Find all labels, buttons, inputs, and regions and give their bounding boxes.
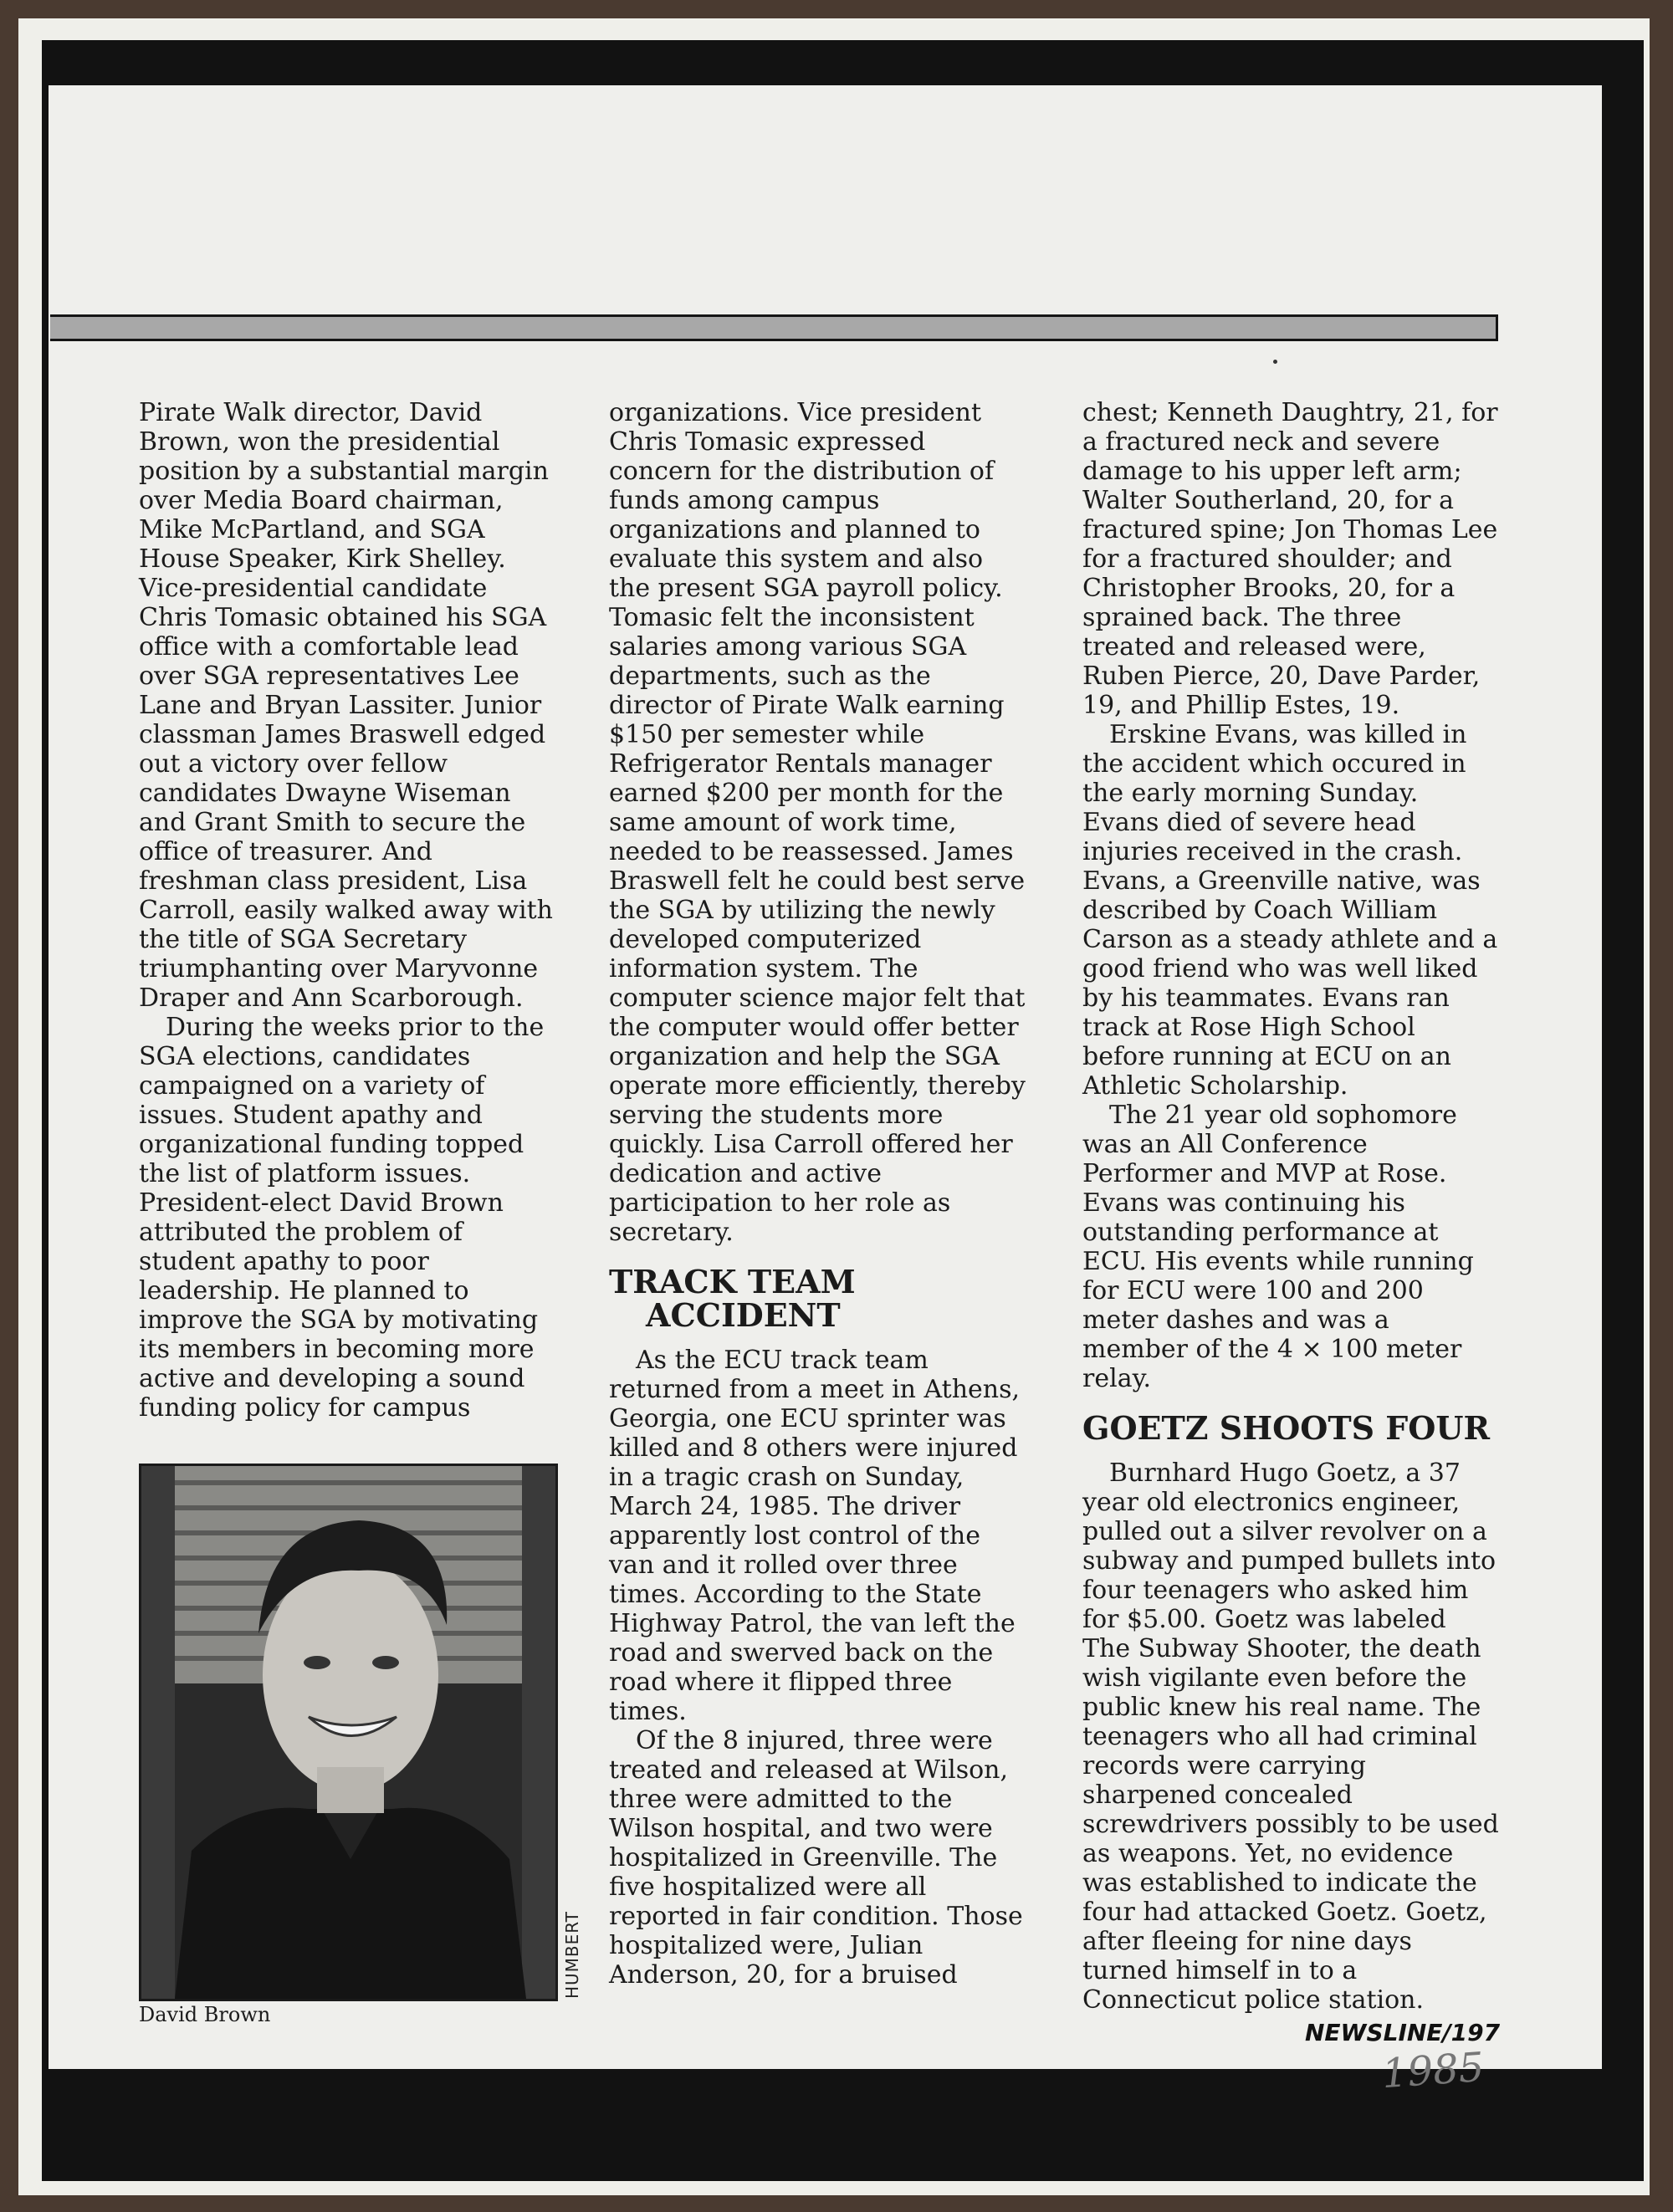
sga-election-paragraph-3: organizations. Vice president Chris Tomasic expressed concern for the distribution of funds among campus organizations and planned to evaluate this system and also the present SGA payroll policy. Tomasic felt the inconsistent salaries among various SGA departments, such as the director of Pirate Walk earning $150 per semester while Refrigerator Rentals manager earned $200 per month for the same amount of work time, needed to be reassessed. James Braswell felt he could best serve the SGA by utilizing the newly developed computerized information system. The computer science major felt that the computer would offer better organization and help the SGA operate more efficiently, thereby serving the students more quickly. Lisa Carroll offered her dedication and active participation to her role as secretary. xyxy=(609,398,1026,1247)
article-column-1 xyxy=(139,398,557,1423)
sga-election-paragraph-2: During the weeks prior to the SGA elections, candidates campaigned on a variety of issues. Student apathy and organizational funding topped the list of platform issues. President-elect David Brown attributed the problem of student apathy to poor leadership. He planned to improve the SGA by motivating its members in becoming more active and developing a sound funding policy for campus xyxy=(139,1013,545,1423)
article-column-3 xyxy=(1082,398,1501,2015)
goetz-paragraph: Burnhard Hugo Goetz, a 37 year old electronics engineer, pulled out a silver revolver on a subway and pumped bullets into four teenagers who asked him for $5.00. Goetz was labeled The Subway Shooter, the death wish vigilante even before the public knew his real name. The teenagers who all had criminal records were carrying sharpened concealed screwdrivers possibly to be used as weapons. Yet, no evidence was established to indicate the four had attacked Goetz. Goetz, after fleeing for nine days turned himself in to a Connecticut police station. xyxy=(1082,1458,1499,2015)
track-accident-paragraph-1: As the ECU track team returned from a meet in Athens, Georgia, one ECU sprinter was killed and 8 others were injured in a tragic crash on Sunday, March 24, 1985. The driver apparently lost control of the van and it rolled over three times. According to the State Highway Patrol, the van left the road and swerved back on the road where it flipped three times. xyxy=(609,1346,1021,1726)
track-accident-paragraph-4: Erskine Evans, was killed in the accident which occured in the early morning Sunday. Evans died of severe head injuries received in the crash. Evans, a Greenville native, was described by Coach William Carson as a steady athlete and a good friend who was well liked by his teammates. Evans ran track at Rose High School before running at ECU on an Athletic Scholarship. xyxy=(1082,720,1498,1101)
headline-line-1: TRACK TEAM xyxy=(609,1263,856,1300)
track-accident-paragraph-2: Of the 8 injured, three were treated and released at Wilson, three were admitted to the Wilson hospital, and two were hospitalized in Greenville. The five hospitalized were all reported in fair condition. Those hospitalized were, Julian Anderson, 20, for a bruised xyxy=(609,1726,1023,1990)
ink-speck xyxy=(1273,360,1277,364)
portrait-photo xyxy=(139,1464,558,2001)
handwritten-year: 1985 xyxy=(1380,2043,1486,2098)
goetz-headline: GOETZ SHOOTS FOUR xyxy=(1082,1409,1491,1447)
photo-credit: HUMBERT xyxy=(562,1911,582,1999)
headline-line-2: ACCIDENT xyxy=(646,1296,841,1334)
page-folio: NEWSLINE/197 xyxy=(1305,2019,1501,2046)
article-column-2 xyxy=(609,398,1027,1990)
track-team-accident-headline xyxy=(609,1265,1027,1332)
track-accident-paragraph-3: chest; Kenneth Daughtry, 21, for a fractured neck and severe damage to his upper left arm; Walter Southerland, 20, for a fractured spine; Jon Thomas Lee for a fractured shoulder; and Christopher Brooks, 20, for a sprained back. The three treated and released were, Ruben Pierce, 20, Dave Parder, 19, and Phillip Estes, 19. xyxy=(1082,398,1498,720)
portrait-illustration xyxy=(141,1466,555,1999)
photo-caption: David Brown xyxy=(139,2003,271,2026)
sga-election-paragraph-1: Pirate Walk director, David Brown, won the presidential position by a substantial margin over Media Board chairman, Mike McPartland, and SGA House Speaker, Kirk Shelley. Vice-presidential candidate Chris Tomasic obtained his SGA office with a comfortable lead over SGA representatives Lee Lane and Bryan Lassiter. Junior classman James Braswell edged out a victory over fellow candidates Dwayne Wiseman and Grant Smith to secure the office of treasurer. And freshman class president, Lisa Carroll, easily walked away with the title of SGA Secretary triumphanting over Maryvonne Draper and Ann Scarborough. xyxy=(139,398,553,1013)
header-rule-bar xyxy=(50,314,1498,341)
track-accident-paragraph-5: The 21 year old sophomore was an All Conference Performer and MVP at Rose. Evans was continuing his outstanding performance at ECU. His events while running for ECU were 100 and 200 meter dashes and was a member of the 4 × 100 meter relay. xyxy=(1082,1101,1474,1393)
